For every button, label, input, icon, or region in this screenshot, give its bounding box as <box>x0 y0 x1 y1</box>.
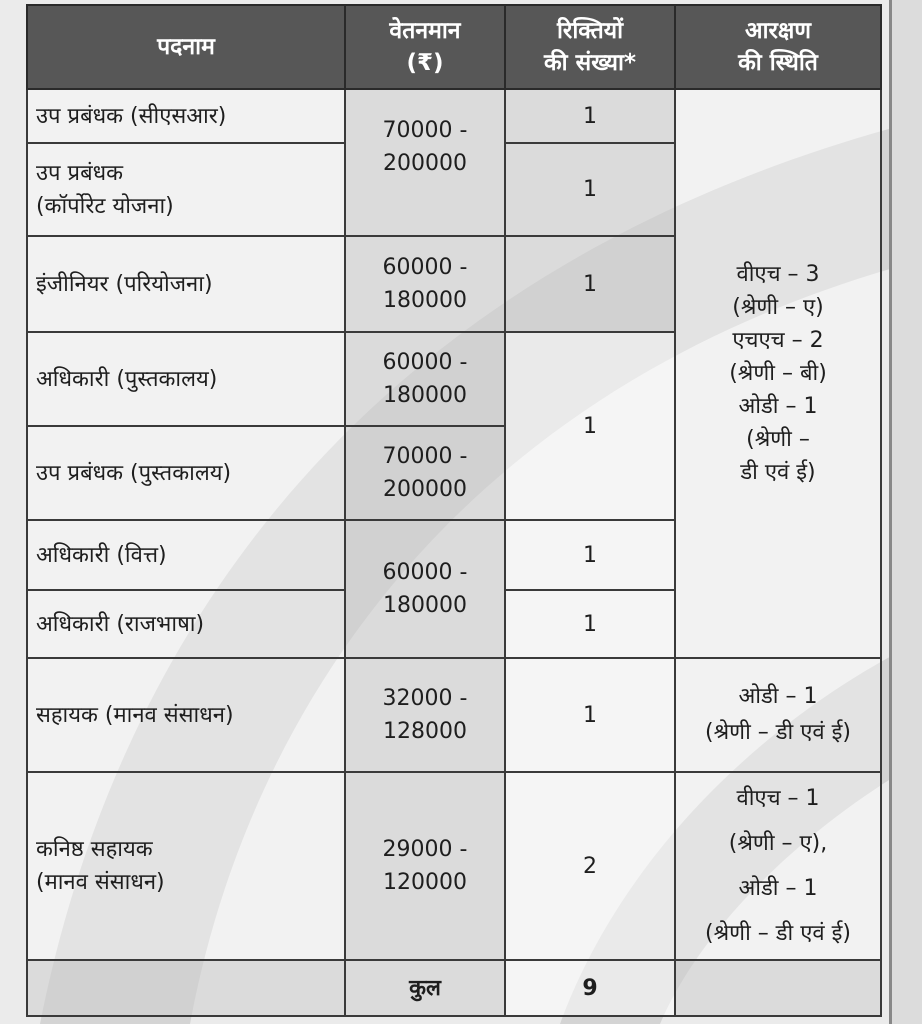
vacancy-table <box>26 4 882 1017</box>
post-cell: उप प्रबंधक (कॉर्पोरेट योजना) <box>27 143 345 236</box>
pay-scale-cell: 70000 - 200000 <box>345 89 505 236</box>
header-post: पदनाम <box>27 5 345 89</box>
table-header-row <box>27 5 881 89</box>
post-cell: सहायक (मानव संसाधन) <box>27 658 345 772</box>
header-vacancies: रिक्तियों की संख्या* <box>505 5 675 89</box>
vacancy-count-cell: 1 <box>505 89 675 143</box>
total-empty-cell <box>675 960 881 1016</box>
table-row <box>27 772 881 960</box>
total-row <box>27 960 881 1016</box>
post-cell: उप प्रबंधक (पुस्तकालय) <box>27 426 345 520</box>
table-row <box>27 89 881 143</box>
reservation-cell: वीएच – 3 (श्रेणी – ए) एचएच – 2 (श्रेणी – बी) ओडी – 1 (श्रेणी – डी एवं ई) <box>675 89 881 658</box>
vacancy-count-cell: 1 <box>505 236 675 332</box>
pay-scale-cell: 60000 - 180000 <box>345 520 505 658</box>
reservation-cell: वीएच – 1 (श्रेणी – ए), ओडी – 1 (श्रेणी – डी एवं ई) <box>675 772 881 960</box>
page-edge <box>889 0 922 1024</box>
pay-scale-cell: 60000 - 180000 <box>345 236 505 332</box>
vacancy-count-cell: 1 <box>505 658 675 772</box>
total-value: 9 <box>505 960 675 1016</box>
vacancy-count-cell: 2 <box>505 772 675 960</box>
post-cell: अधिकारी (राजभाषा) <box>27 590 345 658</box>
vacancy-count-cell: 1 <box>505 520 675 590</box>
pay-scale-cell: 70000 - 200000 <box>345 426 505 520</box>
total-label: कुल <box>345 960 505 1016</box>
post-cell: इंजीनियर (परियोजना) <box>27 236 345 332</box>
reservation-cell: ओडी – 1 (श्रेणी – डी एवं ई) <box>675 658 881 772</box>
header-pay-scale: वेतनमान (₹) <box>345 5 505 89</box>
pay-scale-cell: 32000 - 128000 <box>345 658 505 772</box>
post-cell: अधिकारी (पुस्तकालय) <box>27 332 345 426</box>
header-reservation: आरक्षण की स्थिति <box>675 5 881 89</box>
pay-scale-cell: 60000 - 180000 <box>345 332 505 426</box>
vacancy-count-cell: 1 <box>505 590 675 658</box>
total-empty-cell <box>27 960 345 1016</box>
pay-scale-cell: 29000 - 120000 <box>345 772 505 960</box>
post-cell: कनिष्ठ सहायक (मानव संसाधन) <box>27 772 345 960</box>
post-cell: उप प्रबंधक (सीएसआर) <box>27 89 345 143</box>
post-cell: अधिकारी (वित्त) <box>27 520 345 590</box>
vacancy-count-cell: 1 <box>505 143 675 236</box>
table-row <box>27 658 881 772</box>
vacancy-count-cell: 1 <box>505 332 675 520</box>
